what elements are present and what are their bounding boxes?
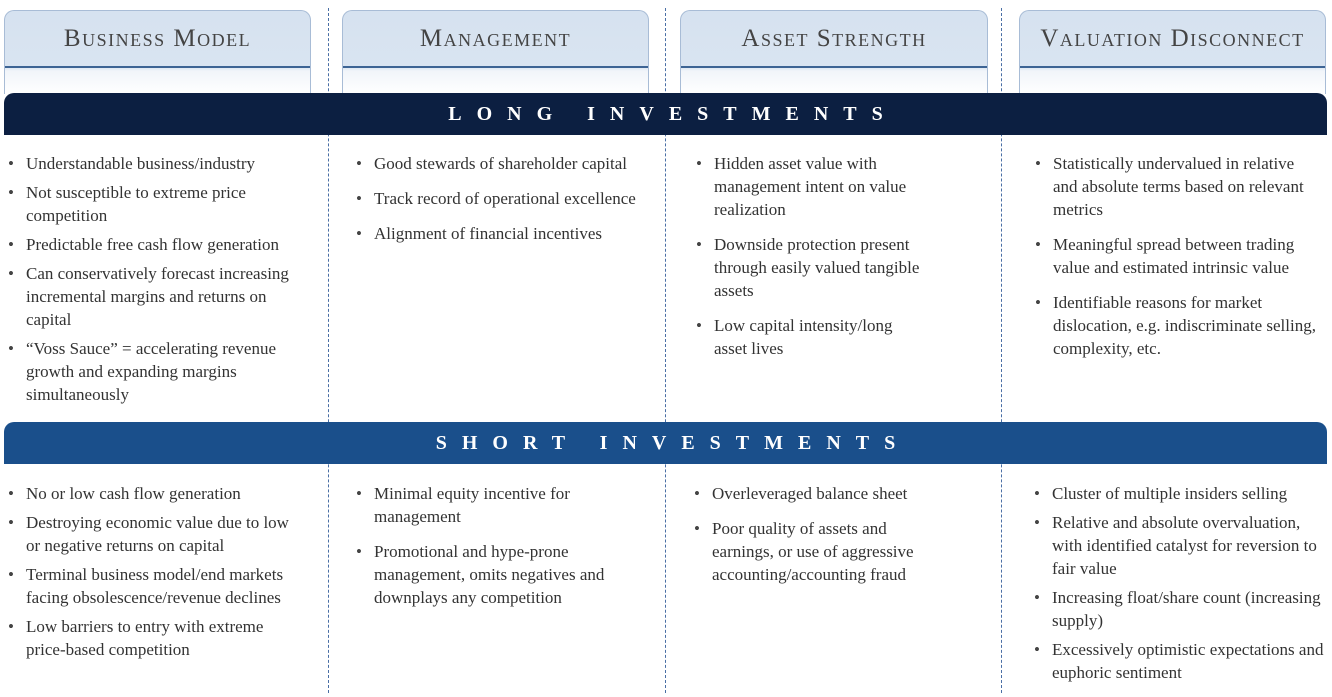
list-item: • Hidden asset value with management intent on value realization xyxy=(692,152,924,221)
short-investments-band: SHORT INVESTMENTS xyxy=(4,422,1327,464)
list-item: • Excessively optimistic expectations and euphoric sentiment xyxy=(1030,638,1326,684)
list-item: • Low capital intensity/long asset lives xyxy=(692,314,924,360)
list-item: • Downside protection present through easily valued tangible assets xyxy=(692,233,924,302)
list-item: • Track record of operational excellence xyxy=(352,187,642,210)
list-item: • Low barriers to entry with extreme price-based competition xyxy=(4,615,304,661)
short-asset-strength-list xyxy=(690,482,950,598)
header-tab-management xyxy=(342,10,649,94)
list-item: • Cluster of multiple insiders selling xyxy=(1030,482,1326,505)
list-item: • Overleveraged balance sheet xyxy=(690,482,950,505)
list-item: • No or low cash flow generation xyxy=(4,482,304,505)
header-tab-business-model xyxy=(4,10,311,94)
list-item: • Relative and absolute overvaluation, with identified catalyst for reversion to fair value xyxy=(1030,511,1326,580)
list-item: • Alignment of financial incentives xyxy=(352,222,642,245)
long-management-list xyxy=(352,152,642,257)
short-management-list xyxy=(352,482,644,621)
list-item: • Increasing float/share count (increasing supply) xyxy=(1030,586,1326,632)
list-item: • Predictable free cash flow generation xyxy=(4,233,314,256)
short-business-model-list xyxy=(4,482,304,667)
list-item: • Statistically undervalued in relative and absolute terms based on relevant metrics xyxy=(1031,152,1321,221)
list-item: • Good stewards of shareholder capital xyxy=(352,152,642,175)
header-tab-valuation-disconnect xyxy=(1019,10,1326,94)
long-investments-band: LONG INVESTMENTS xyxy=(4,93,1327,135)
long-valuation-disconnect-list xyxy=(1031,152,1321,372)
list-item: • Understandable business/industry xyxy=(4,152,314,175)
header-title: Management xyxy=(343,11,648,68)
header-title: Asset Strength xyxy=(681,11,987,68)
list-item: • Identifiable reasons for market dislocation, e.g. indiscriminate selling, complexity, etc. xyxy=(1031,291,1321,360)
list-item: • Terminal business model/end markets facing obsolescence/revenue declines xyxy=(4,563,304,609)
short-valuation-disconnect-list xyxy=(1030,482,1326,690)
long-business-model-list xyxy=(4,152,314,412)
list-item: • Poor quality of assets and earnings, or use of aggressive accounting/accounting fraud xyxy=(690,517,950,586)
long-asset-strength-list xyxy=(692,152,924,372)
list-item: • “Voss Sauce” = accelerating revenue growth and expanding margins simultaneously xyxy=(4,337,314,406)
header-tab-asset-strength xyxy=(680,10,988,94)
list-item: • Can conservatively forecast increasing incremental margins and returns on capital xyxy=(4,262,314,331)
list-item: • Destroying economic value due to low or negative returns on capital xyxy=(4,511,304,557)
list-item: • Not susceptible to extreme price competition xyxy=(4,181,314,227)
list-item: • Meaningful spread between trading value and estimated intrinsic value xyxy=(1031,233,1321,279)
header-title: Valuation Disconnect xyxy=(1020,11,1325,68)
list-item: • Minimal equity incentive for management xyxy=(352,482,644,528)
header-title: Business Model xyxy=(5,11,310,68)
list-item: • Promotional and hype-prone management, omits negatives and downplays any competition xyxy=(352,540,644,609)
